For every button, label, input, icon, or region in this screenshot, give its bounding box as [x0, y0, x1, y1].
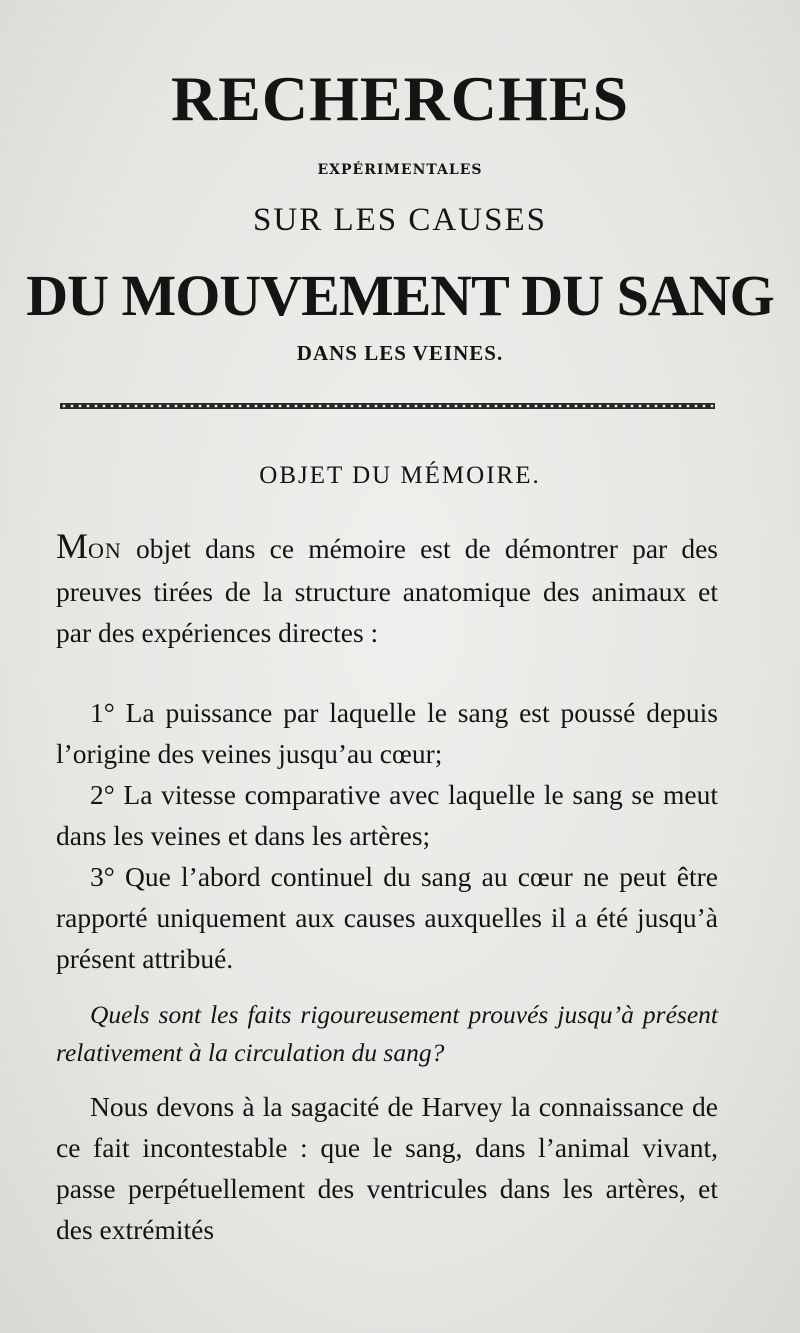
title-dans-les-veines: DANS LES VEINES. [296, 341, 504, 365]
paragraph-intro [56, 526, 718, 653]
paragraph-question: Quels sont les faits rigoureusement prouvés jusqu’à présent relativement à la circulation du sang? [56, 1000, 718, 1067]
paragraph-point-2: 2° La vitesse comparative avec laquelle le sang se meut dans les veines et dans les artères; [56, 779, 718, 851]
smallcap-text: ON [88, 538, 122, 563]
title-experimentales: EXPÉRIMENTALES [317, 162, 483, 178]
title-mouvement-du-sang: DU MOUVEMENT DU SANG [26, 263, 774, 328]
dropcap-letter: M [56, 526, 89, 566]
paragraph-point-1: 1° La puissance par laquelle le sang est poussé depuis l’origine des veines jusqu’au cœur; [56, 697, 718, 769]
ornamental-divider [60, 403, 715, 409]
title-recherches: RECHERCHES [170, 63, 630, 134]
paragraph-intro-text: objet dans ce mémoire est de démontrer par des preuves tirées de la structure anatomique des animaux et par des expériences directes : [56, 533, 718, 648]
paragraph-point-3: 3° Que l’abord continuel du sang au cœur ne peut être rapporté uniquement aux causes auxquelles il a été jusqu’à présent attribué. [56, 861, 718, 974]
paragraph-harvey: Nous devons à la sagacité de Harvey la connaissance de ce fait incontestable : que le sang, dans l’animal vivant, passe perpétuellement des ventricules dans les artères, et des extrémités [56, 1091, 718, 1245]
title-sur-les-causes: SUR LES CAUSES [253, 202, 547, 238]
section-heading: OBJET DU MÉMOIRE. [259, 462, 541, 489]
